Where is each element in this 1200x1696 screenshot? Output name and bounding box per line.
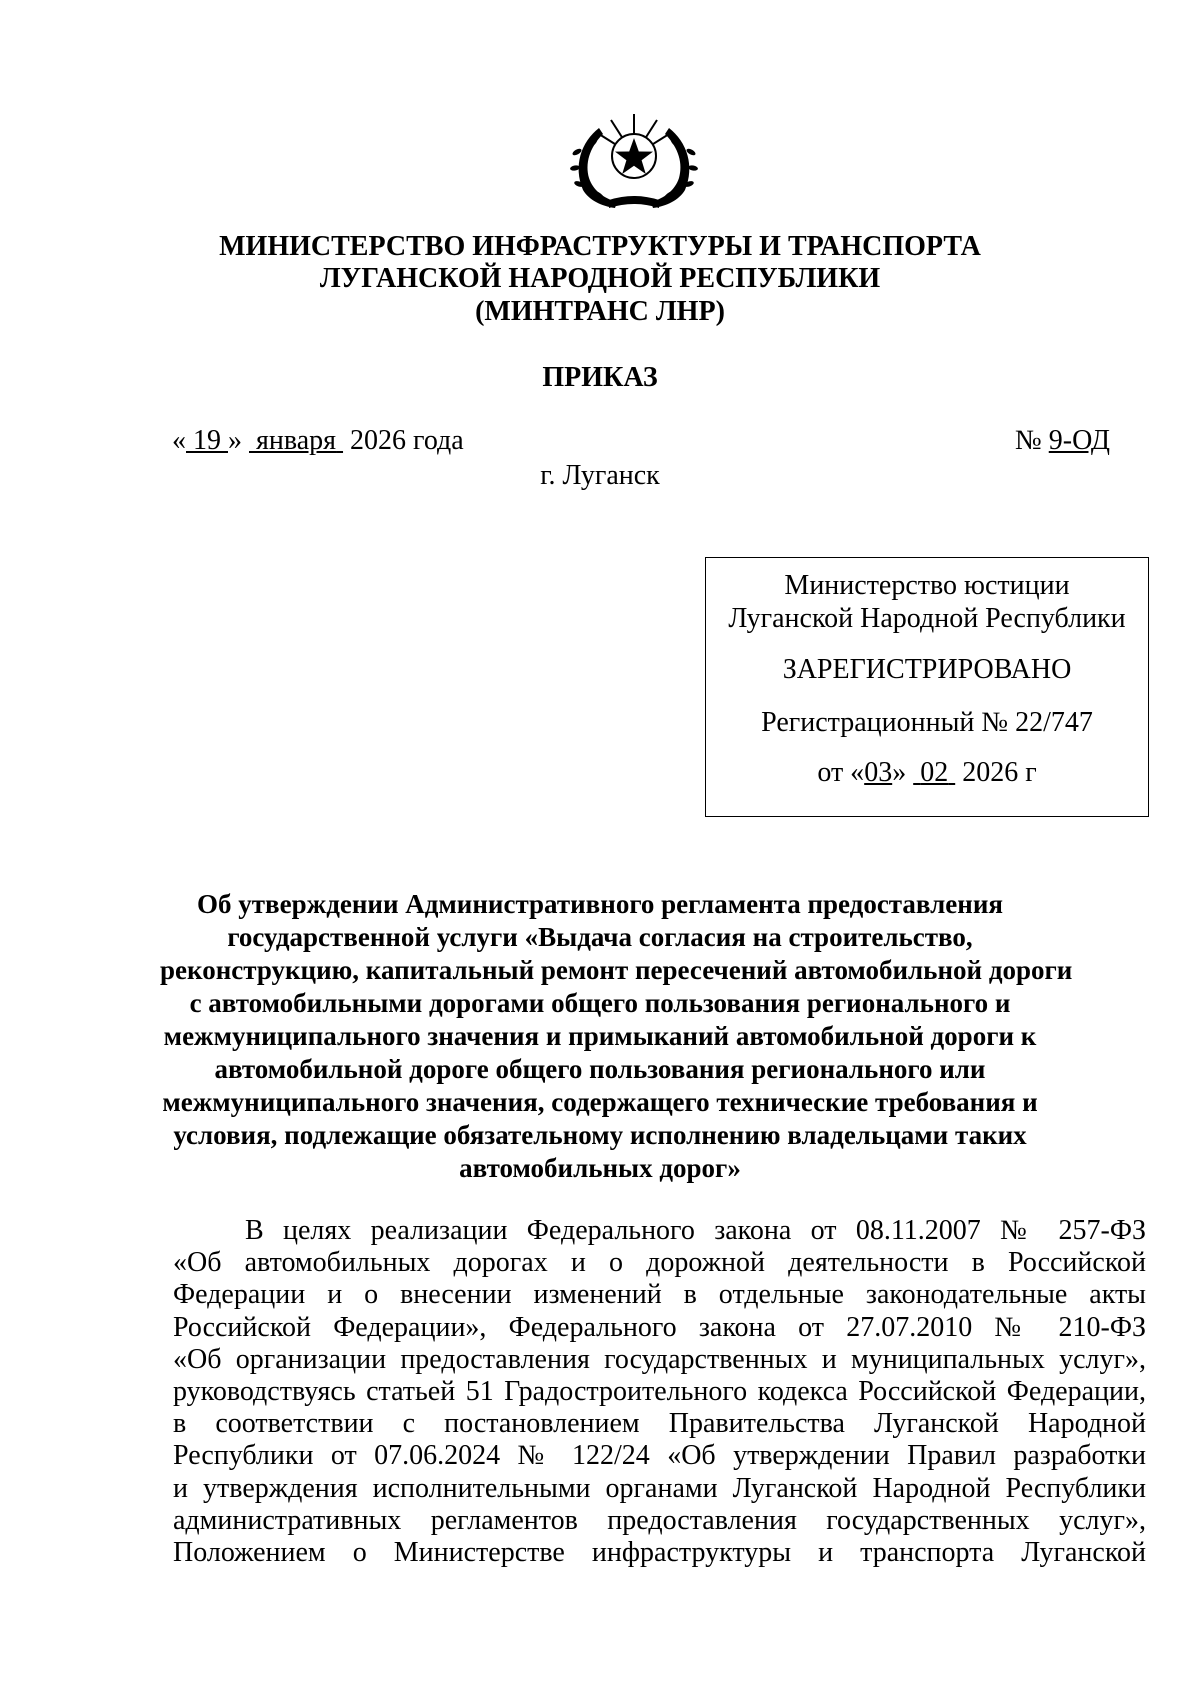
subject-line: межмуниципального значения и примыканий автомобильной дороги к xyxy=(163,1021,1037,1051)
lpr-coat-of-arms-icon xyxy=(559,108,709,214)
stamp-registration-date: от «03» 02 2026 г xyxy=(817,757,1037,788)
order-number-prefix: № xyxy=(1015,425,1042,456)
stamp-registration-number: Регистрационный № 22/747 xyxy=(761,707,1093,738)
body-line: Федерации и о внесении изменений в отдельные законодательные акты xyxy=(173,1279,1146,1311)
subject-line: государственной услуги «Выдача согласия на строительство, xyxy=(227,922,973,952)
stamp-ministry-line-1: Министерство юстиции xyxy=(784,570,1070,601)
body-line: руководствуясь статьей 51 Градостроительного кодекса Российской Федерации, xyxy=(173,1375,1146,1407)
body-line: Российской Федерации», Федерального закона от 27.07.2010 № 210-ФЗ xyxy=(173,1311,1146,1343)
date-year: 2026 года xyxy=(350,425,464,456)
body-line: в соответствии с постановлением Правительства Луганской Народной xyxy=(173,1408,1146,1440)
subject-line: межмуниципального значения, содержащего технические требования и xyxy=(162,1087,1038,1117)
subject-line: условия, подлежащие обязательному исполнению владельцами таких xyxy=(173,1120,1027,1150)
stamp-ministry-line-2: Луганской Народной Республики xyxy=(728,603,1126,634)
body-line: административных регламентов предоставления государственных услуг», xyxy=(173,1504,1146,1536)
ministry-name-line-2: ЛУГАНСКОЙ НАРОДНОЙ РЕСПУБЛИКИ xyxy=(319,263,881,294)
date-quote-open: « xyxy=(172,425,186,456)
body-line: «Об автомобильных дорогах и о дорожной деятельности в Российской xyxy=(173,1247,1146,1279)
ministry-abbreviation: (МИНТРАНС ЛНР) xyxy=(475,296,725,327)
stamp-status: ЗАРЕГИСТРИРОВАНО xyxy=(782,654,1072,685)
order-number xyxy=(1015,425,1110,457)
registration-stamp xyxy=(705,557,1149,817)
date-month: января xyxy=(256,425,337,456)
date-quote-close: » xyxy=(228,425,242,456)
body-line: «Об организации предоставления государственных и муниципальных услуг», xyxy=(173,1343,1146,1375)
subject-line: с автомобильными дорогами общего пользования регионального и xyxy=(189,988,1011,1018)
order-date xyxy=(172,425,464,457)
preamble-paragraph xyxy=(173,1215,1146,1569)
date-day: 19 xyxy=(193,425,221,456)
body-line: и утверждения исполнительными органами Луганской Народной Республики xyxy=(173,1472,1146,1504)
ministry-name-line-1: МИНИСТЕРСТВО ИНФРАСТРУКТУРЫ И ТРАНСПОРТА xyxy=(219,231,981,262)
order-subject xyxy=(160,888,1073,1185)
subject-line: Об утверждении Административного регламента предоставления xyxy=(197,889,1003,919)
document-type-title: ПРИКАЗ xyxy=(542,362,658,393)
order-city: г. Луганск xyxy=(540,460,660,491)
subject-line: реконструкцию, капитальный ремонт пересечений автомобильной дороги xyxy=(160,955,1073,985)
body-line: В целях реализации Федерального закона от 08.11.2007 № 257-ФЗ xyxy=(245,1215,1146,1246)
body-line: Положением о Министерстве инфраструктуры и транспорта Луганской xyxy=(173,1536,1146,1568)
body-line: Республики от 07.06.2024 № 122/24 «Об утверждении Правил разработки xyxy=(173,1440,1146,1472)
subject-line: автомобильных дорог» xyxy=(459,1153,741,1183)
order-number-value: 9-ОД xyxy=(1048,425,1110,456)
subject-line: автомобильной дороге общего пользования регионального или xyxy=(214,1054,986,1084)
